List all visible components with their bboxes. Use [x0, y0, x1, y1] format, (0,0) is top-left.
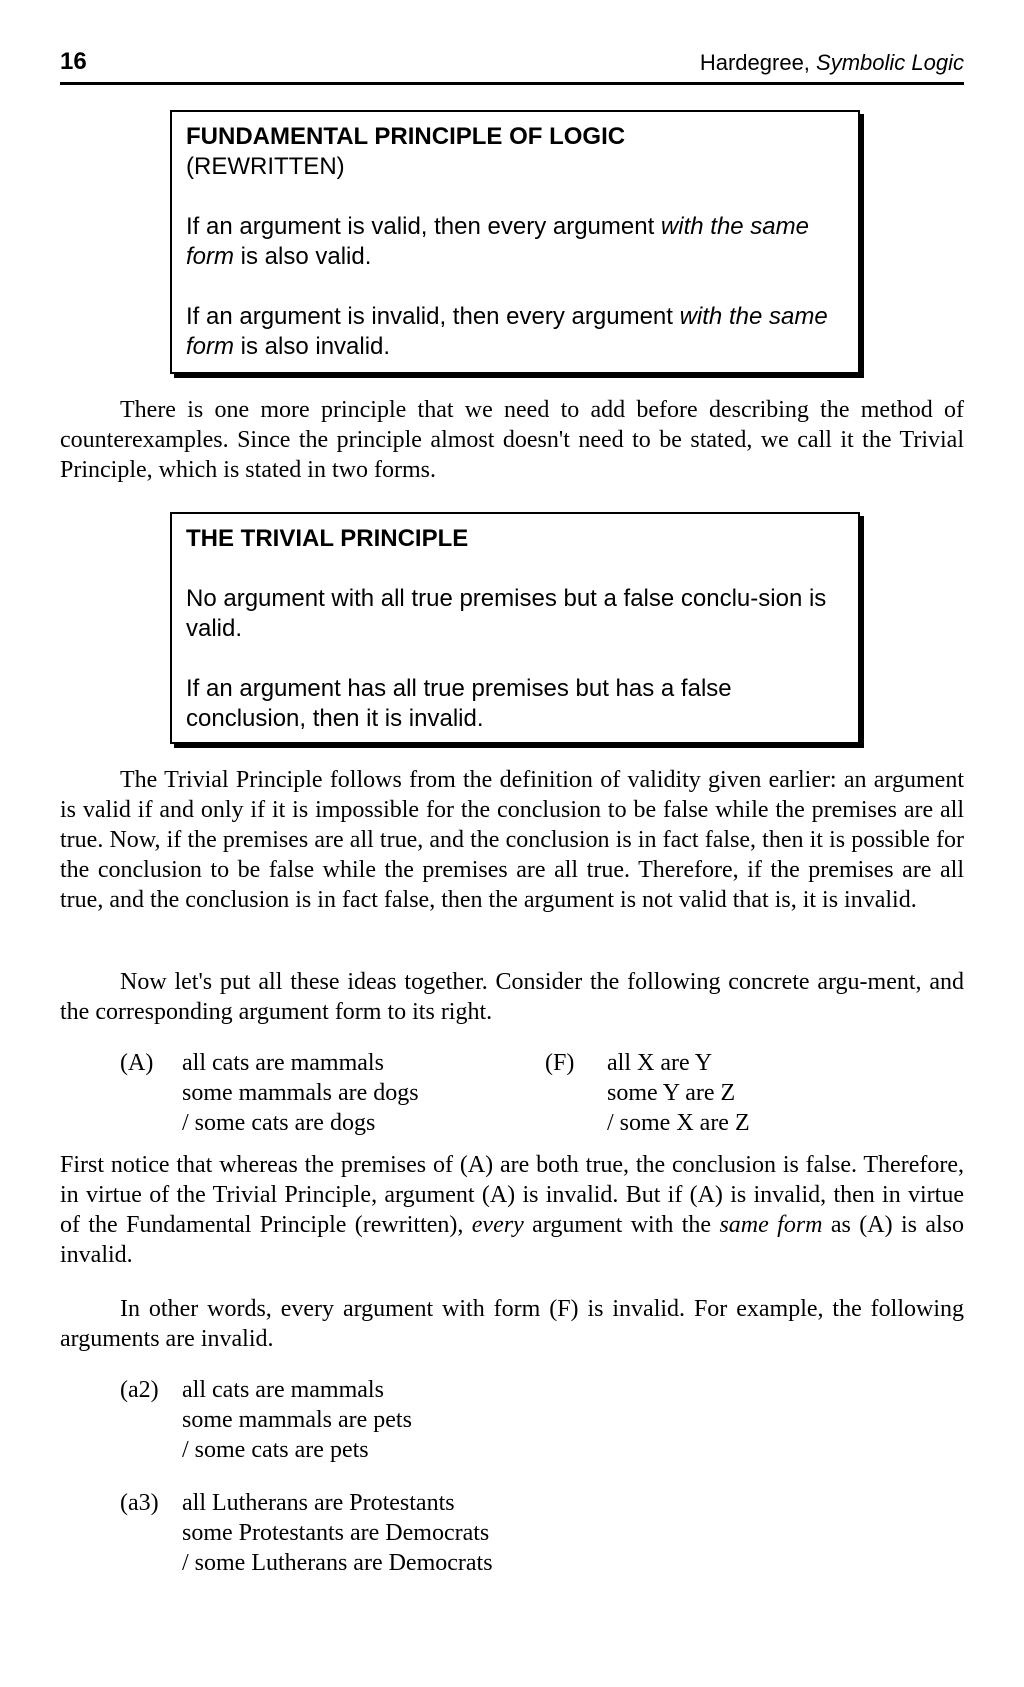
fundamental-principle-box	[170, 110, 860, 374]
argument-line: some mammals are dogs	[182, 1080, 419, 1106]
argument-line: / some Lutherans are Democrats	[182, 1550, 493, 1576]
box-subtitle: (REWRITTEN)	[186, 153, 345, 180]
box-title: THE TRIVIAL PRINCIPLE	[186, 525, 469, 552]
argument-line: / some cats are dogs	[182, 1110, 376, 1136]
paragraph-put-together: Now let's put all these ideas together. Consider the following concrete argu-ment, and the corresponding argument form to its right.	[60, 969, 964, 1025]
argument-line: all X are Y	[607, 1050, 713, 1076]
box-title: FUNDAMENTAL PRINCIPLE OF LOGIC	[186, 123, 626, 150]
argument-line: some Y are Z	[607, 1080, 736, 1106]
argument-label: (a2)	[120, 1377, 159, 1403]
argument-line: some Protestants are Democrats	[182, 1520, 490, 1546]
trivial-principle-box	[170, 512, 860, 744]
page-number: 16	[60, 48, 87, 75]
running-head-author: Hardegree,	[699, 50, 817, 75]
argument-line: all Lutherans are Protestants	[182, 1490, 455, 1516]
box-valid-clause: If an argument is valid, then every argument with the same form is also valid.	[186, 213, 809, 270]
argument-line: some mammals are pets	[182, 1407, 412, 1433]
paragraph-in-other-words: In other words, every argument with form (F) is invalid. For example, the following arguments are invalid.	[60, 1296, 964, 1352]
box-first-form: No argument with all true premises but a false conclu-sion is valid.	[186, 585, 827, 642]
argument-label: (a3)	[120, 1490, 159, 1516]
page-header	[60, 46, 964, 85]
box-invalid-clause: If an argument is invalid, then every argument with the same form is also invalid.	[186, 303, 828, 360]
paragraph-trivial-intro: There is one more principle that we need to add before describing the method of counterexamples. Since the principle almost doesn't need to be stated, we call it the Trivial Principle, which is stated in two forms.	[60, 397, 964, 483]
running-head-book-title: Symbolic Logic	[816, 50, 964, 75]
argument-line: / some cats are pets	[182, 1437, 369, 1463]
paragraph-trivial-explanation: The Trivial Principle follows from the definition of validity given earlier: an argument is valid if and only if it is impossible for the conclusion to be false while the premises are all true. Now, if the premises are all true, and the conclusion is in fact false, then it is possible for the conclusion to be false while the premises are all true. Therefore, if the premises are all true, and the conclusion is in fact false, then the argument is not valid that is, it is invalid.	[60, 767, 964, 913]
argument-label: (A)	[120, 1050, 154, 1076]
paragraph-first-notice: First notice that whereas the premises of (A) are both true, the conclusion is false. Therefore, in virtue of the Trivial Principle, argument (A) is invalid. But if (A) is invalid, then in virtue of the Fundamental Principle (rewritten), every argument with the same form as (A) is also invalid.	[60, 1152, 964, 1268]
argument-line: / some X are Z	[607, 1110, 750, 1136]
running-head	[700, 50, 964, 76]
argument-line: all cats are mammals	[182, 1377, 384, 1403]
box-second-form: If an argument has all true premises but has a false conclusion, then it is invalid.	[186, 675, 732, 732]
argument-line: all cats are mammals	[182, 1050, 384, 1076]
argument-label: (F)	[545, 1050, 575, 1076]
